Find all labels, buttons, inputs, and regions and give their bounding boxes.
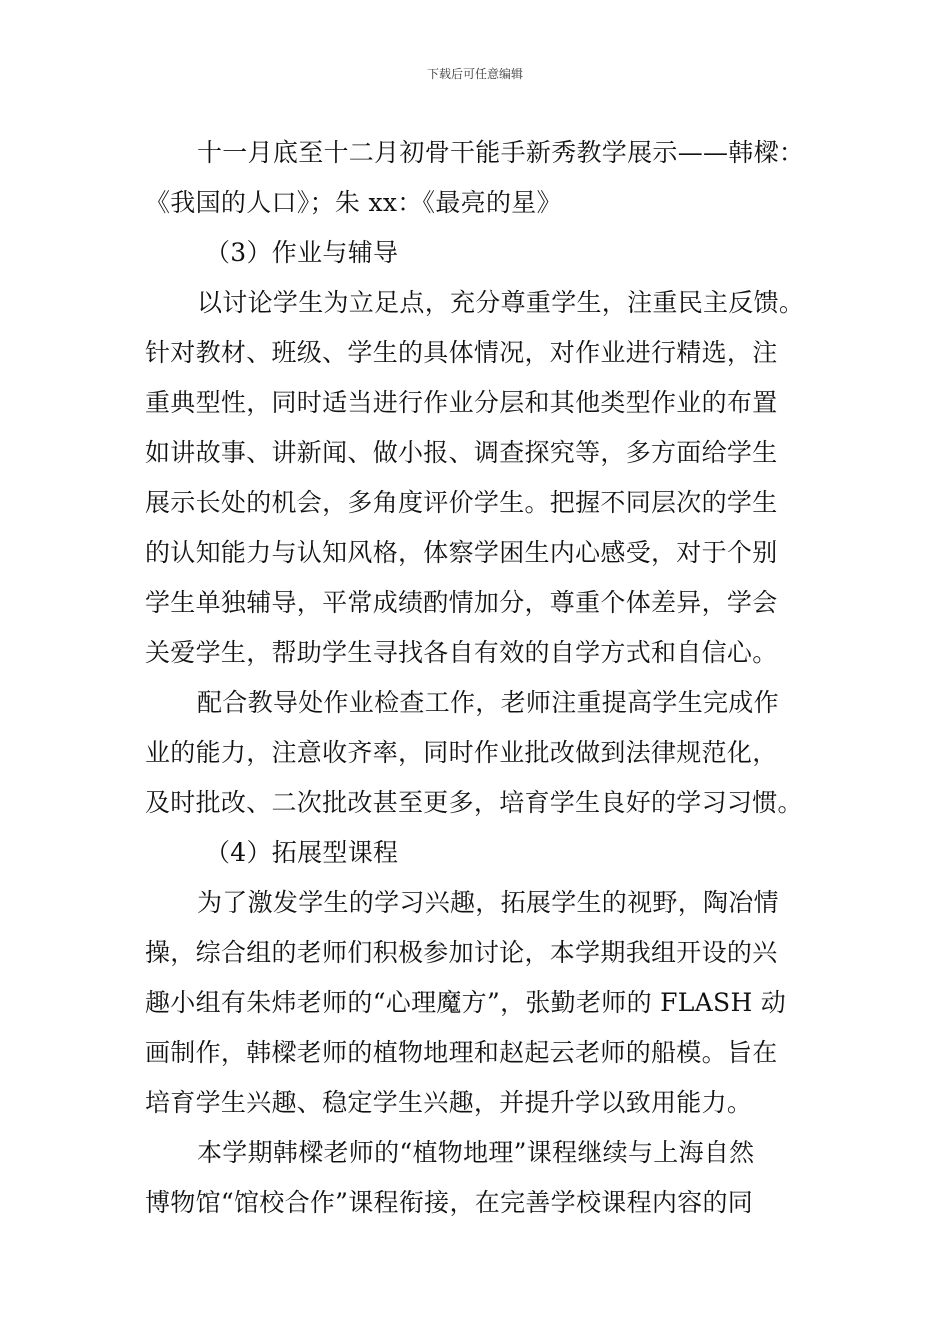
paragraph-line: 本学期韩樑老师的“植物地理”课程继续与上海自然: [197, 1138, 755, 1167]
paragraph-line: 的认知能力与认知风格，体察学困生内心感受，对于个别: [145, 538, 778, 567]
paragraph-line: 展示长处的机会，多角度评价学生。把握不同层次的学生: [145, 488, 778, 517]
paragraph-line: 配合教导处作业检查工作，老师注重提高学生完成作: [197, 688, 779, 717]
paragraph-line: 操，综合组的老师们积极参加讨论，本学期我组开设的兴: [145, 938, 778, 967]
paragraph-line: 学生单独辅导，平常成绩酌情加分，尊重个体差异，学会: [145, 588, 778, 617]
paragraph-line: 博物馆“馆校合作”课程衔接，在完善学校课程内容的同: [145, 1188, 754, 1217]
paragraph-line: 《我国的人口》；朱 xx：《最亮的星》: [145, 188, 562, 217]
paragraph-line: 及时批改、二次批改甚至更多，培育学生良好的学习习惯。: [145, 788, 803, 817]
paragraph-line: 如讲故事、讲新闻、做小报、调查探究等，多方面给学生: [145, 438, 778, 467]
paragraph-line: 业的能力，注意收齐率，同时作业批改做到法律规范化，: [145, 738, 778, 767]
paragraph-line: 以讨论学生为立足点，充分尊重学生，注重民主反馈。: [197, 288, 805, 317]
paragraph-line: 为了激发学生的学习兴趣，拓展学生的视野，陶冶情: [197, 888, 779, 917]
paragraph-line: 针对教材、班级、学生的具体情况，对作业进行精选，注: [145, 338, 778, 367]
section-heading-extended-courses: （4）拓展型课程: [205, 838, 399, 867]
paragraph-line: 培育学生兴趣、稳定学生兴趣，并提升学以致用能力。: [145, 1088, 753, 1117]
document-body: [145, 128, 810, 1228]
section-heading-homework: （3）作业与辅导: [205, 238, 399, 267]
paragraph-line: 十一月底至十二月初骨干能手新秀教学展示——韩樑：: [197, 138, 805, 167]
paragraph-line: 趣小组有朱炜老师的“心理魔方”，张勤老师的 FLASH 动: [145, 988, 787, 1017]
paragraph-line: 画制作，韩樑老师的植物地理和赵起云老师的船模。旨在: [145, 1038, 778, 1067]
paragraph-line: 关爱学生，帮助学生寻找各自有效的自学方式和自信心。: [145, 638, 778, 667]
paragraph-line: 重典型性，同时适当进行作业分层和其他类型作业的布置: [145, 388, 778, 417]
page-header-note: 下载后可任意编辑: [426, 67, 523, 81]
